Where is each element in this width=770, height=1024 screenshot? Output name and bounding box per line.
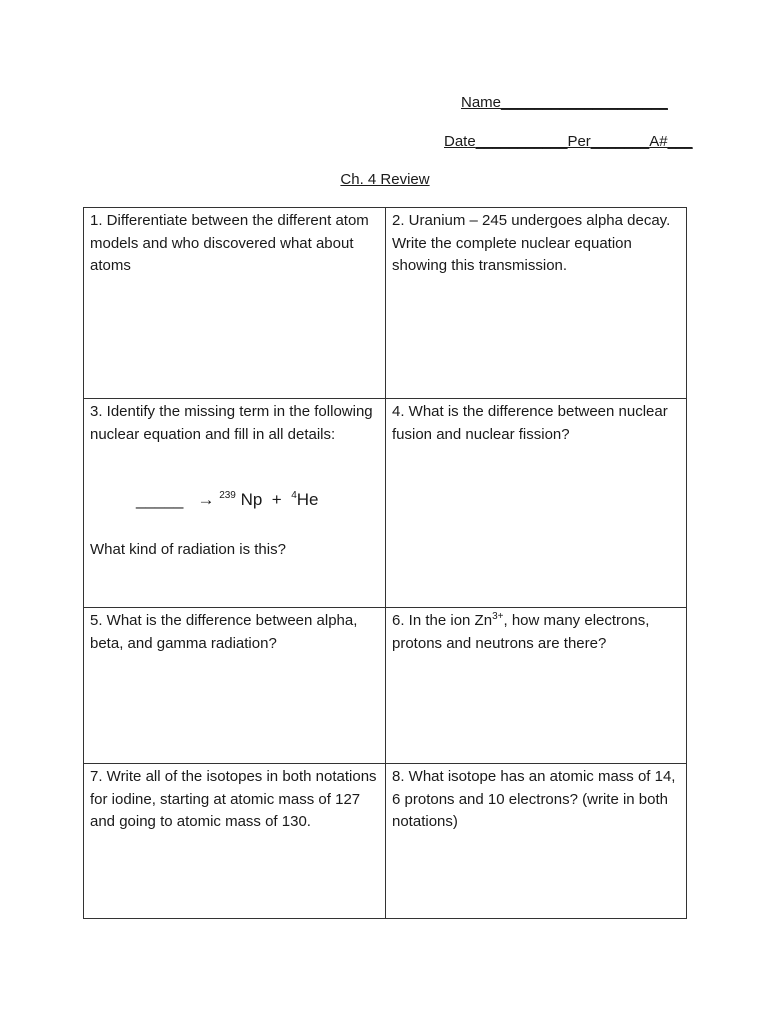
question-8-text: 8. What isotope has an atomic mass of 14, 6 protons and 10 electrons? (write in both notations) (392, 768, 676, 830)
name-field (461, 94, 668, 111)
question-6-text-start: 6. In the ion Zn (392, 612, 493, 629)
he-symbol: He (296, 490, 319, 509)
a-number-blank: ___ (667, 133, 693, 150)
question-5-cell (84, 608, 385, 763)
date-blank: ___________ (475, 133, 568, 150)
ion-charge: 3+ (492, 611, 504, 622)
question-2-text: 2. Uranium – 245 undergoes alpha decay. Write the complete nuclear equation showing this transmission. (392, 212, 671, 274)
date-period-field (444, 133, 693, 150)
date-label: Date (444, 133, 476, 150)
a-number-label: A# (649, 133, 668, 150)
question-5-text: 5. What is the difference between alpha, beta, and gamma radiation? (90, 612, 358, 652)
nuclear-equation (136, 490, 318, 510)
question-3-text: 3. Identify the missing term in the following nuclear equation and fill in all details: (90, 403, 373, 443)
arrow-icon: → (197, 490, 215, 509)
per-label: Per (567, 133, 591, 150)
equation-blank: _____ (136, 490, 184, 509)
he-mass-number: 4 (291, 490, 297, 501)
plus-sign: + (271, 490, 282, 509)
np-symbol: Np (240, 490, 263, 509)
question-6-cell (386, 608, 688, 763)
question-3-followup: What kind of radiation is this? (90, 541, 286, 558)
page-title: Ch. 4 Review (340, 171, 430, 188)
question-1-cell (84, 208, 385, 398)
np-mass-number: 239 (219, 490, 236, 501)
question-8-cell (386, 764, 688, 920)
question-7-cell (84, 764, 385, 920)
question-7-text: 7. Write all of the isotopes in both notations for iodine, starting at atomic mass of 127 and going to atomic mass of 130. (90, 768, 377, 830)
question-grid (83, 207, 687, 919)
name-blank: ____________________ (501, 94, 668, 111)
name-label: Name (461, 94, 502, 111)
question-2-cell (386, 208, 688, 398)
question-6-text-end: , how many electrons, protons and neutrons are there? (392, 612, 650, 652)
per-blank: _______ (590, 133, 650, 150)
question-1-text: 1. Differentiate between the different atom models and who discovered what about atoms (90, 212, 369, 274)
question-4-text: 4. What is the difference between nuclear fusion and nuclear fission? (392, 403, 668, 443)
question-4-cell (386, 399, 688, 607)
